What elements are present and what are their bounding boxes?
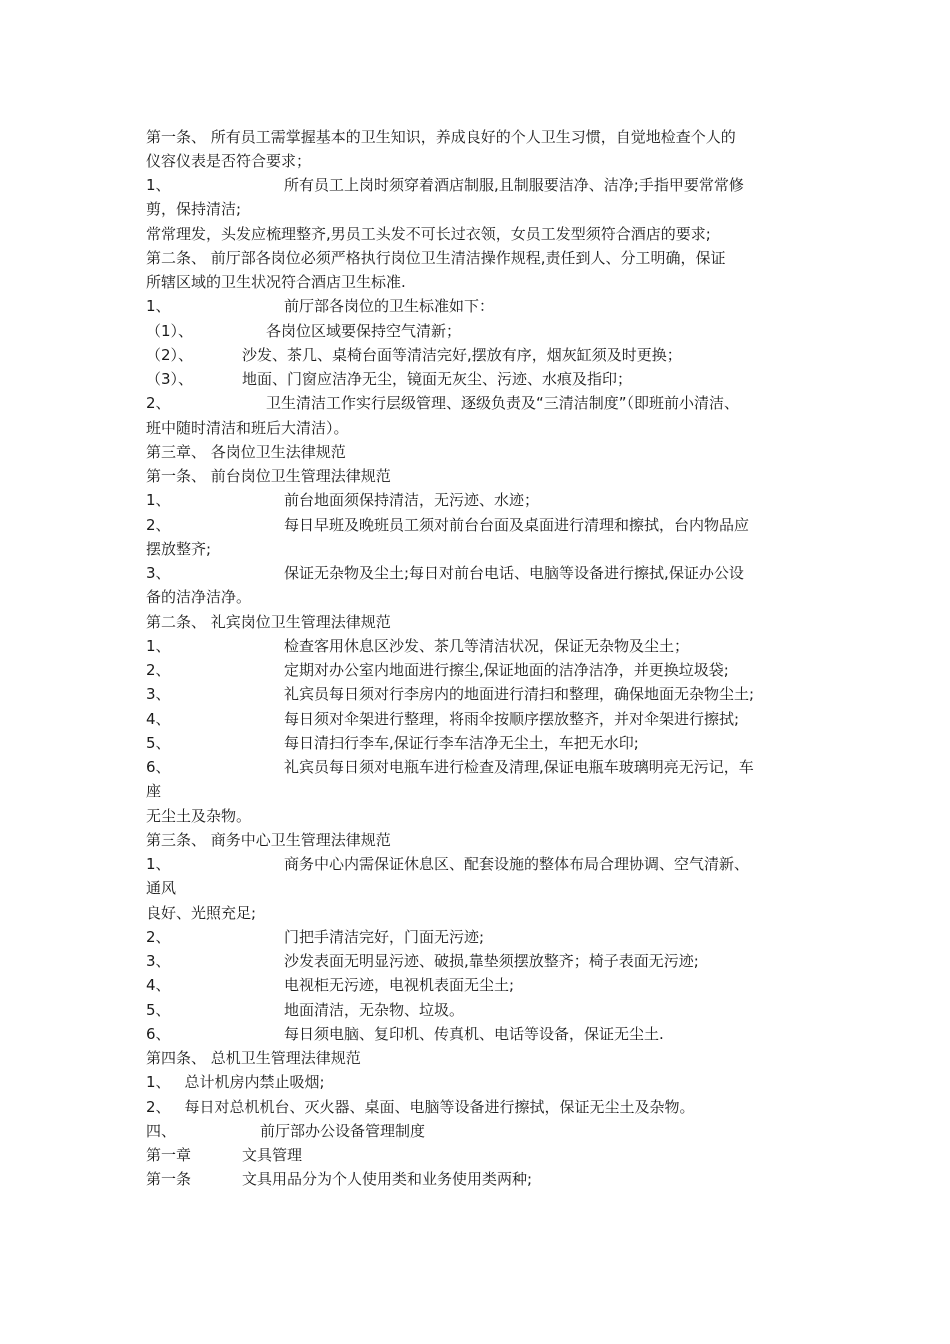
text-line: 所辖区域的卫生状况符合酒店卫生标准. xyxy=(146,273,406,292)
numbered-line: 1、 商务中心内需保证休息区、配套设施的整体布局合理协调、空气清新、 xyxy=(146,855,750,874)
numbered-line: 1、 前厅部各岗位的卫生标准如下： xyxy=(146,297,495,316)
text-line: 摆放整齐; xyxy=(146,539,212,558)
numbered-line: （1）、 各岗位区域要保持空气清新； xyxy=(146,321,462,340)
section-heading: 第四条、 总机卫生管理法律规范 xyxy=(146,1049,361,1068)
item-number: 四、 xyxy=(146,1121,177,1140)
item-number: 2、 xyxy=(146,661,171,680)
item-number: （1）、 xyxy=(146,321,194,340)
item-number: 2、 xyxy=(146,927,171,946)
text-line: 第二条、 前厅部各岗位必须严格执行岗位卫生清洁操作规程,责任到人、分工明确，保证 xyxy=(146,248,726,267)
item-number: 第一章 xyxy=(146,1146,192,1165)
item-number: 2、 xyxy=(146,394,171,413)
numbered-line: 6、 每日须电脑、复印机、传真机、电话等设备，保证无尘土. xyxy=(146,1024,664,1043)
text-line: 备的洁净洁净。 xyxy=(146,588,252,607)
numbered-line: 1、 检查客用休息区沙发、茶几等清洁状况，保证无杂物及尘土； xyxy=(146,636,690,655)
item-number: 1、 xyxy=(146,491,171,510)
item-number: （2）、 xyxy=(146,345,194,364)
text-line: 座 xyxy=(146,782,162,801)
numbered-line: 5、 每日清扫行李车,保证行李车洁净无尘土，车把无水印; xyxy=(146,733,639,752)
item-number: 6、 xyxy=(146,1024,171,1043)
text-line: 通风 xyxy=(146,879,177,898)
numbered-line: 4、 每日须对伞架进行整理，将雨伞按顺序摆放整齐，并对伞架进行擦拭; xyxy=(146,709,740,728)
numbered-line: 第一条 文具用品分为个人使用类和业务使用类两种; xyxy=(146,1170,533,1189)
numbered-line: 3、 沙发表面无明显污迹、破损,靠垫须摆放整齐；椅子表面无污迹; xyxy=(146,952,699,971)
item-number: 1、 xyxy=(146,1073,171,1092)
item-number: 4、 xyxy=(146,976,171,995)
item-number: 1、 xyxy=(146,855,171,874)
numbered-line: （3）、 地面、门窗应洁净无尘，镜面无灰尘、污迹、水痕及指印； xyxy=(146,370,633,389)
item-number: 3、 xyxy=(146,685,171,704)
text-line: 第一条、 所有员工需掌握基本的卫生知识，养成良好的个人卫生习惯，自觉地检查个人的 xyxy=(146,127,736,146)
numbered-line: 1、 总计机房内禁止吸烟; xyxy=(146,1073,325,1092)
item-number: 第一条 xyxy=(146,1170,192,1189)
text-line: 剪，保持清洁; xyxy=(146,200,242,219)
numbered-line: 4、 电视柜无污迹，电视机表面无尘土; xyxy=(146,976,515,995)
numbered-line: 3、 保证无杂物及尘土;每日对前台电话、电脑等设备进行擦拭,保证办公设 xyxy=(146,564,744,583)
text-line: 无尘土及杂物。 xyxy=(146,806,252,825)
item-number: 1、 xyxy=(146,297,171,316)
item-number: 2、 xyxy=(146,515,171,534)
section-heading: 第一条、 前台岗位卫生管理法律规范 xyxy=(146,467,391,486)
numbered-line: 1、 所有员工上岗时须穿着酒店制服,且制服要洁净、洁净;手指甲要常常修 xyxy=(146,176,744,195)
numbered-line: 2、 每日早班及晚班员工须对前台台面及桌面进行清理和擦拭，台内物品应 xyxy=(146,515,750,534)
numbered-line: （2）、 沙发、茶几、桌椅台面等清洁完好,摆放有序，烟灰缸须及时更换； xyxy=(146,345,682,364)
numbered-line: 6、 礼宾员每日须对电瓶车进行检查及清理,保证电瓶车玻璃明亮无污记，车 xyxy=(146,758,754,777)
numbered-line: 2、 卫生清洁工作实行层级管理、逐级负责及“三清洁制度”（即班前小清洁、 xyxy=(146,394,740,413)
numbered-line: 5、 地面清洁，无杂物、垃圾。 xyxy=(146,1000,465,1019)
item-number: 4、 xyxy=(146,709,171,728)
text-line: 仪容仪表是否符合要求； xyxy=(146,151,312,170)
item-number: 3、 xyxy=(146,952,171,971)
item-number: 2、 xyxy=(146,1097,171,1116)
text-line: 班中随时清洁和班后大清洁）。 xyxy=(146,418,349,437)
numbered-line: 第一章 文具管理 xyxy=(146,1146,303,1165)
numbered-line: 3、 礼宾员每日须对行李房内的地面进行清扫和整理，确保地面无杂物尘土; xyxy=(146,685,755,704)
text-line: 常常理发，头发应梳理整齐,男员工头发不可长过衣领，女员工发型须符合酒店的要求; xyxy=(146,224,711,243)
document-body xyxy=(146,124,816,1191)
numbered-line: 1、 前台地面须保持清洁，无污迹、水迹； xyxy=(146,491,540,510)
item-number: （3）、 xyxy=(146,370,194,389)
item-number: 5、 xyxy=(146,1000,171,1019)
section-heading: 第三章、 各岗位卫生法律规范 xyxy=(146,442,346,461)
numbered-line: 四、 前厅部办公设备管理制度 xyxy=(146,1121,426,1140)
item-number: 1、 xyxy=(146,176,171,195)
item-number: 5、 xyxy=(146,733,171,752)
item-number: 1、 xyxy=(146,636,171,655)
numbered-line: 2、 每日对总机机台、灭火器、桌面、电脑等设备进行擦拭，保证无尘土及杂物。 xyxy=(146,1097,695,1116)
section-heading: 第二条、 礼宾岗位卫生管理法律规范 xyxy=(146,612,391,631)
numbered-line: 2、 定期对办公室内地面进行擦尘,保证地面的洁净洁净，并更换垃圾袋; xyxy=(146,661,729,680)
section-heading: 第三条、 商务中心卫生管理法律规范 xyxy=(146,830,391,849)
numbered-line: 2、 门把手清洁完好，门面无污迹; xyxy=(146,927,485,946)
item-number: 3、 xyxy=(146,564,171,583)
item-number: 6、 xyxy=(146,758,171,777)
text-line: 良好、光照充足; xyxy=(146,903,257,922)
